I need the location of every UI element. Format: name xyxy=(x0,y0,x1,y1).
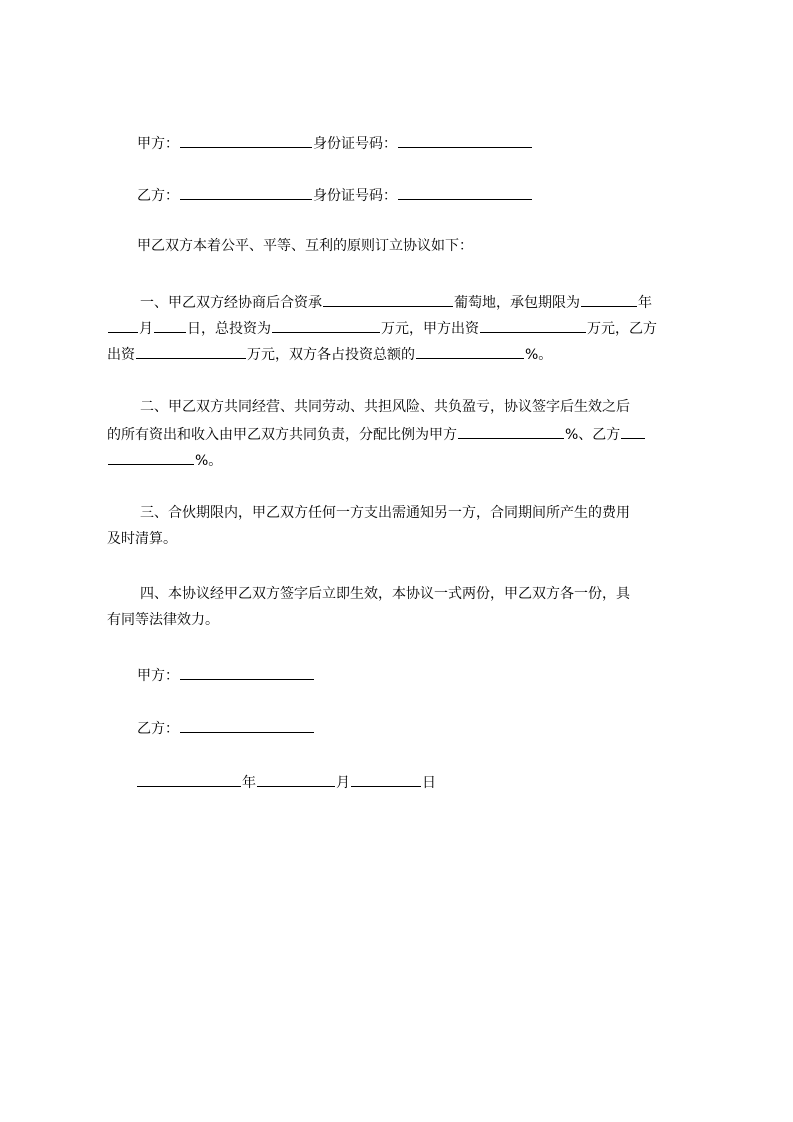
party-a-ratio-field[interactable] xyxy=(458,422,564,439)
clause3-line1: 三、合伙期限内，甲乙双方任何一方支出需通知另一方，合同期间所产生的费用 xyxy=(140,505,630,521)
clause3-line2: 及时清算。 xyxy=(107,531,177,547)
total-investment-field[interactable] xyxy=(272,316,380,333)
intro-text: 甲乙双方本着公平、平等、互利的原则订立协议如下： xyxy=(137,238,473,254)
date-year-label: 年 xyxy=(242,775,256,791)
party-b-id-label: 身份证号码： xyxy=(313,188,397,204)
party-a-name-field[interactable] xyxy=(180,131,312,148)
date-month-field[interactable] xyxy=(257,770,335,787)
clause1-text-a: 一、甲乙双方经协商后合资承 xyxy=(140,295,322,311)
party-b-name-field[interactable] xyxy=(180,183,312,200)
party-b-investment-field[interactable] xyxy=(136,342,246,359)
clause1-text-c: 年 xyxy=(638,295,652,311)
party-b-ratio-field[interactable] xyxy=(108,448,194,465)
clause1-text-invest: 出资 xyxy=(107,347,135,363)
clause2-text-percent: %。 xyxy=(195,453,223,469)
signature-party-a xyxy=(137,663,315,685)
signature-party-b xyxy=(137,716,315,738)
signature-party-a-label: 甲方： xyxy=(137,668,179,684)
term-day-field[interactable] xyxy=(154,316,186,333)
party-a-label: 甲方： xyxy=(137,136,179,152)
clause1-text-b: 葡萄地，承包期限为 xyxy=(454,295,580,311)
party-b-label: 乙方： xyxy=(137,188,179,204)
term-month-field[interactable] xyxy=(108,316,138,333)
party-a-id-label: 身份证号码： xyxy=(313,136,397,152)
signature-date xyxy=(136,770,436,792)
signature-party-a-field[interactable] xyxy=(180,663,314,680)
clause2-text-b: %、乙方 xyxy=(565,427,621,443)
clause1-line1 xyxy=(140,290,652,312)
date-day-field[interactable] xyxy=(351,770,421,787)
clause1-line2 xyxy=(107,316,657,338)
party-a-investment-field[interactable] xyxy=(480,316,586,333)
clause4-line2: 有同等法律效力。 xyxy=(107,612,219,628)
clause2-line2 xyxy=(107,422,646,444)
share-percent-field[interactable] xyxy=(416,342,524,359)
signature-party-b-field[interactable] xyxy=(180,716,314,733)
party-a-line xyxy=(137,131,533,153)
clause1-text-share: 万元，双方各占投资总额的 xyxy=(247,347,415,363)
party-b-ratio-field-start[interactable] xyxy=(621,422,645,439)
contract-subject-field[interactable] xyxy=(323,290,453,307)
term-years-field[interactable] xyxy=(581,290,637,307)
clause1-text-month: 月 xyxy=(139,321,153,337)
clause2-text-a: 的所有资出和收入由甲乙双方共同负责，分配比例为甲方 xyxy=(107,427,457,443)
clause2-line1: 二、甲乙双方共同经营、共同劳动、共担风险、共负盈亏，协议签字后生效之后 xyxy=(140,399,630,415)
party-b-id-field[interactable] xyxy=(398,183,532,200)
date-month-label: 月 xyxy=(336,775,350,791)
clause1-text-party-a-invest: 万元，甲方出资 xyxy=(381,321,479,337)
clause1-text-party-b: 万元，乙方 xyxy=(587,321,657,337)
signature-party-b-label: 乙方： xyxy=(137,721,179,737)
date-year-field[interactable] xyxy=(137,770,241,787)
clause1-text-total: 日，总投资为 xyxy=(187,321,271,337)
clause2-line3 xyxy=(107,448,222,470)
date-day-label: 日 xyxy=(422,775,436,791)
clause1-line3 xyxy=(107,342,552,364)
clause4-line1: 四、本协议经甲乙双方签字后立即生效，本协议一式两份，甲乙双方各一份，具 xyxy=(140,586,630,602)
clause1-text-percent: %。 xyxy=(525,347,553,363)
party-b-line xyxy=(137,183,533,205)
party-a-id-field[interactable] xyxy=(398,131,532,148)
